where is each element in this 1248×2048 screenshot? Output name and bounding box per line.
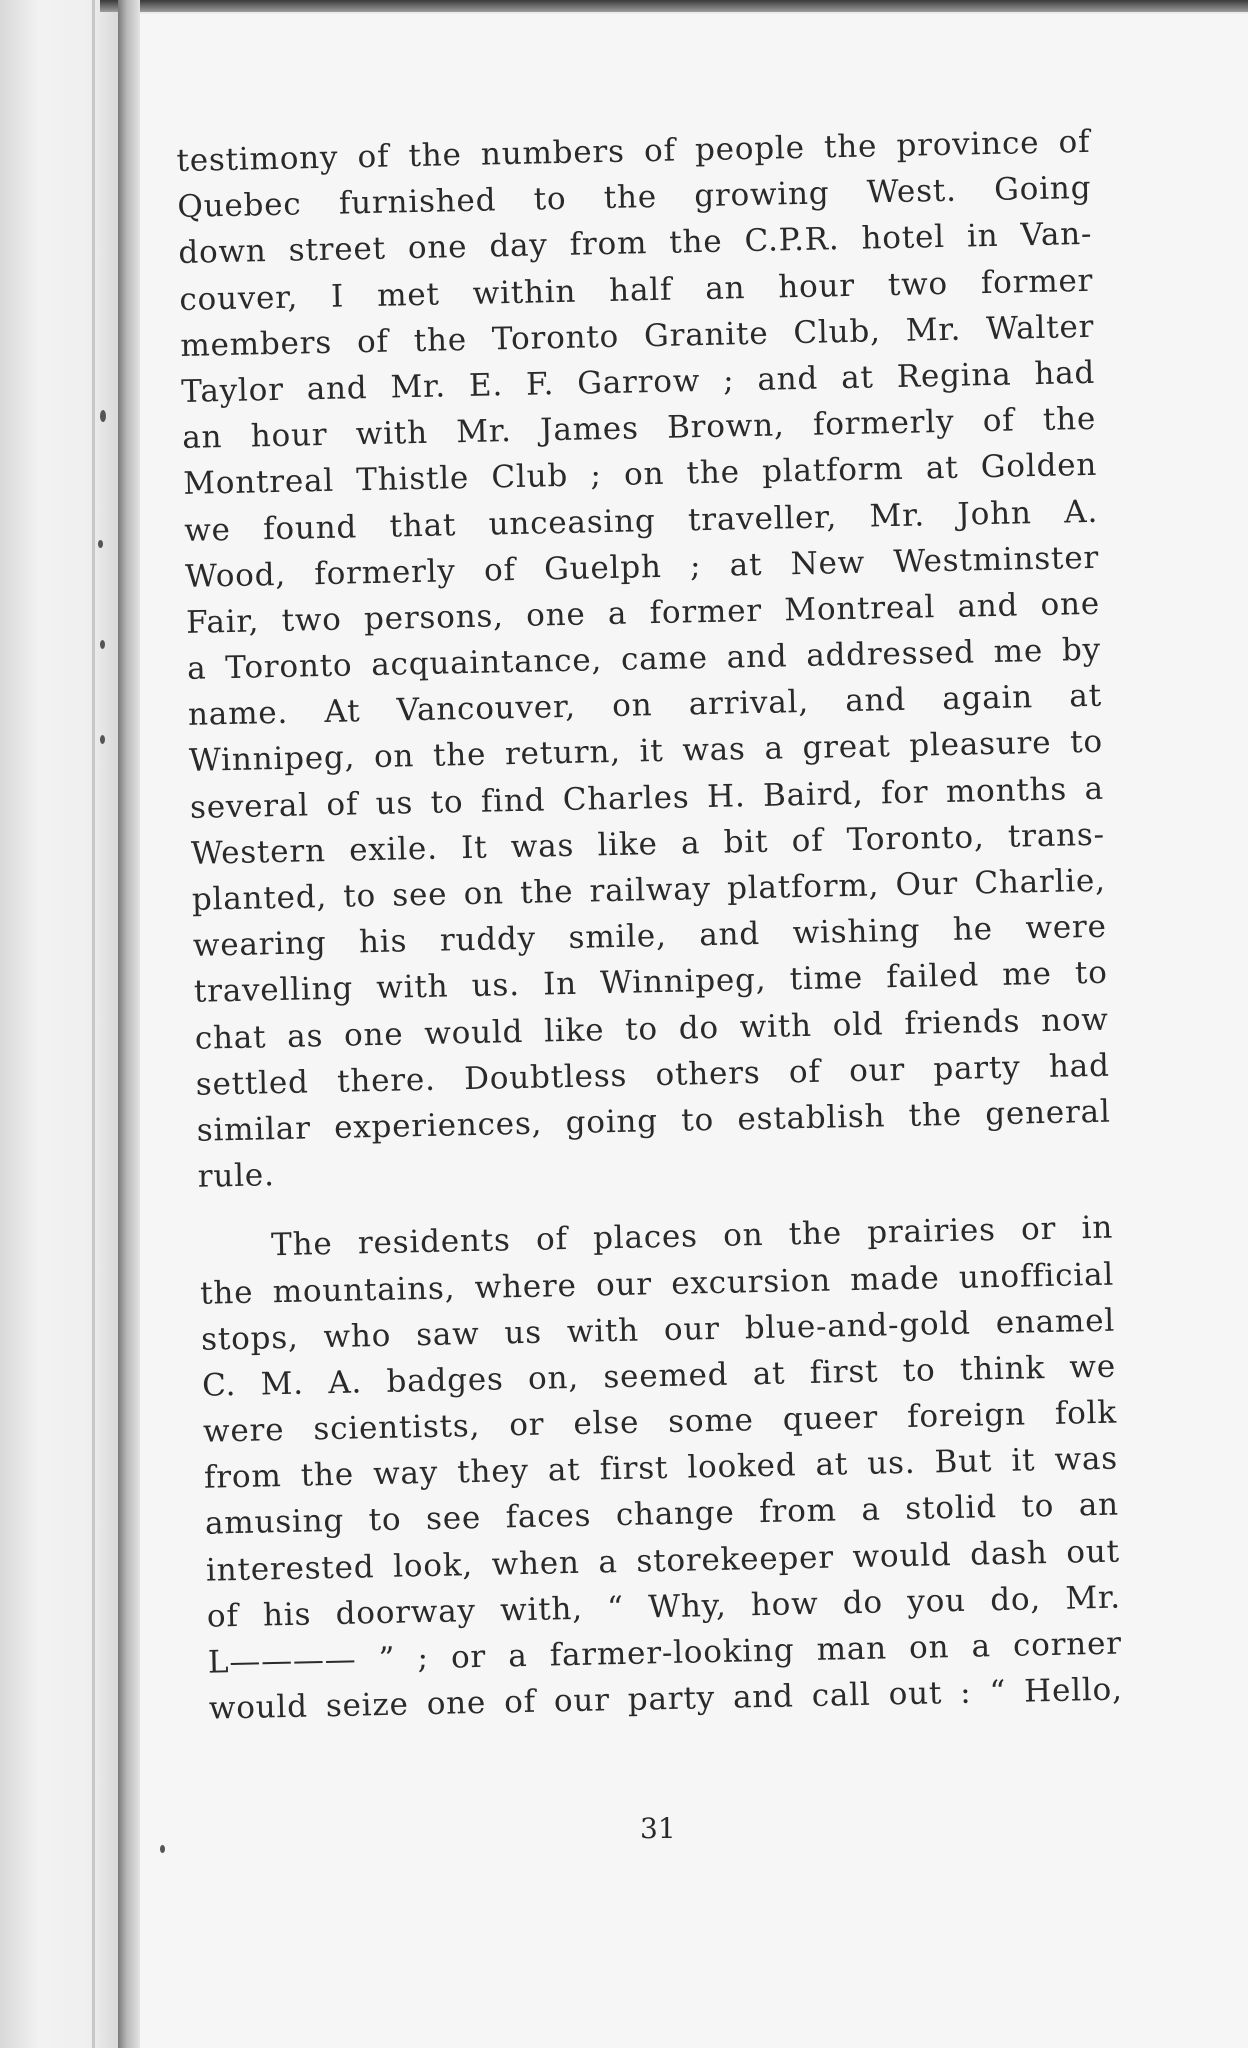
text-line: couver, I met within half an hour two former <box>179 262 1094 318</box>
text-line: L———— ” ; or a farmer-looking man on a corner <box>207 1625 1123 1681</box>
facing-page-edge <box>0 0 120 2048</box>
text-line: Western exile. It was like a bit of Toronto, trans- <box>190 816 1106 872</box>
page-number: 31 <box>640 1812 676 1845</box>
text-line: travelling with us. In Winnipeg, time failed me to <box>193 955 1109 1011</box>
margin-speck <box>100 410 106 422</box>
text-line: Winnipeg, on the return, it was a great pleasure to <box>188 724 1104 780</box>
margin-speck <box>100 735 105 744</box>
page-edge-line <box>92 0 95 2048</box>
gutter-shadow <box>118 0 140 2048</box>
text-line: stops, who saw us with our blue-and-gold enamel <box>200 1302 1116 1358</box>
text-line: Taylor and Mr. E. F. Garrow ; and at Regina had <box>180 354 1096 410</box>
text-line: a Toronto acquaintance, came and addressed me by <box>186 631 1102 687</box>
text-line: testimony of the numbers of people the province of <box>176 123 1091 179</box>
paragraph <box>199 1205 1123 1732</box>
text-line: Wood, formerly of Guelph ; at New Westminster <box>184 539 1100 595</box>
text-line: The residents of places on the prairies or in <box>270 1209 1114 1264</box>
text-line: Fair, two persons, one a former Montreal and one <box>185 585 1101 641</box>
text-line: settled there. Doubtless others of our party had <box>195 1047 1111 1103</box>
text-line: name. At Vancouver, on arrival, and again at <box>187 677 1103 734</box>
text-line: amusing to see faces change from a stolid to an <box>204 1486 1120 1543</box>
text-line: similar experiences, going to establish the general <box>196 1093 1111 1149</box>
text-line: an hour with Mr. James Brown, formerly of the <box>181 400 1097 457</box>
margin-speck <box>160 1845 165 1853</box>
text-line: down street one day from the C.P.R. hotel in Van- <box>178 216 1093 272</box>
text-line: would seize one of our party and call out : “ Hello, <box>208 1671 1124 1727</box>
text-line: of his doorway with, “ Why, how do you do, Mr. <box>206 1579 1122 1635</box>
text-line: members of the Toronto Granite Club, Mr. Walter <box>179 308 1095 364</box>
margin-speck <box>100 640 105 649</box>
text-line: interested look, when a storekeeper would dash out <box>205 1533 1121 1589</box>
text-line: chat as one would like to do with old friends now <box>194 1001 1110 1057</box>
text-line: we found that unceasing traveller, Mr. John A. <box>183 493 1099 549</box>
margin-speck <box>98 540 103 548</box>
text-line: Montreal Thistle Club ; on the platform at Golden <box>182 447 1098 503</box>
body-text <box>176 119 1123 1732</box>
text-line: wearing his ruddy smile, and wishing he were <box>192 908 1108 965</box>
text-line: the mountains, where our excursion made unofficial <box>199 1256 1115 1312</box>
text-line: rule. <box>197 1157 276 1195</box>
text-line: from the way they at first looked at us. But it was <box>203 1440 1119 1496</box>
text-line: were scientists, or else some queer foreign folk <box>202 1394 1118 1450</box>
text-line: several of us to find Charles H. Baird, for months a <box>189 770 1105 826</box>
top-binding-shadow <box>100 0 1248 12</box>
text-line: C. M. A. badges on, seemed at first to think we <box>201 1348 1117 1404</box>
text-line: planted, to see on the railway platform, Our Charlie, <box>191 862 1107 918</box>
paragraph <box>176 119 1112 1200</box>
text-line: Quebec furnished to the growing West. Going <box>177 170 1092 226</box>
